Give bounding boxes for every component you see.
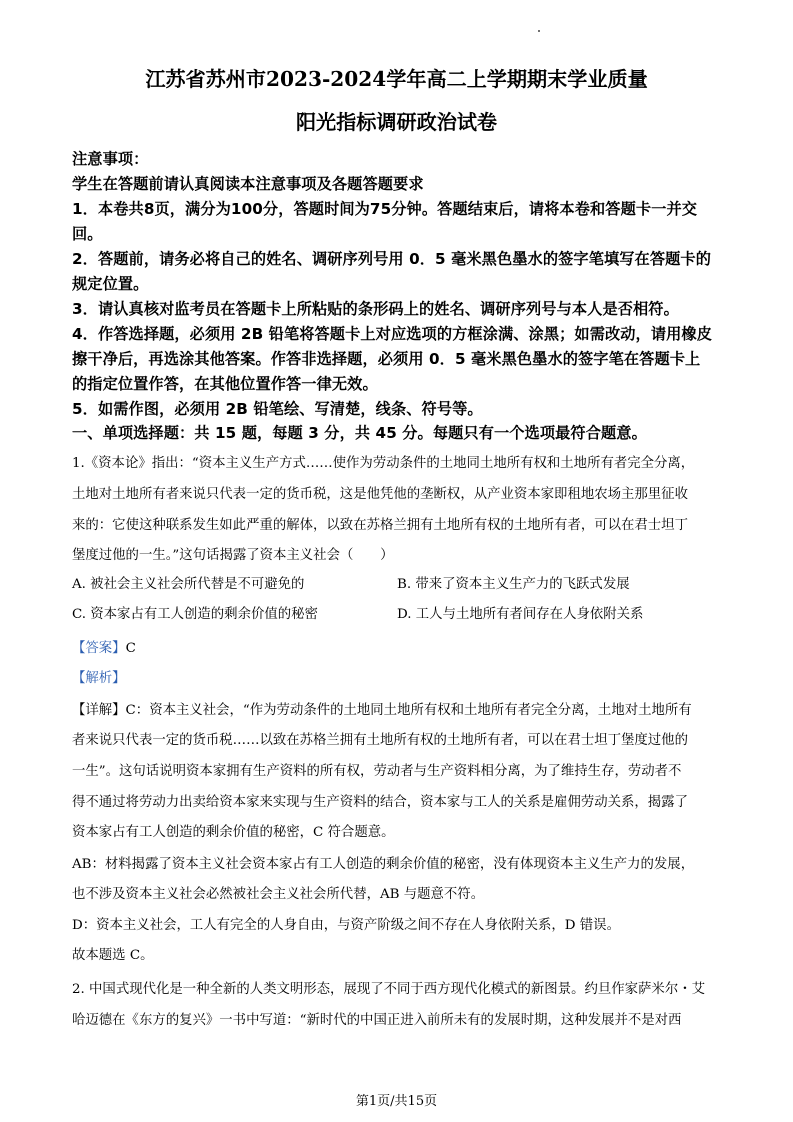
q1-option-b: B. 带来了资本主义生产力的飞跃式发展 (397, 577, 630, 592)
q1-option-a: A. 被社会主义社会所代替是不可避免的 (72, 577, 305, 592)
page-title-line1: 江苏省苏州市2023-2024学年高二上学期期末学业质量 (145, 67, 648, 91)
q1-answer (72, 637, 136, 656)
speck (538, 30, 540, 32)
notice-heading: 注意事项： (72, 150, 149, 168)
notice-line: 擦干净后，再选涂其他答案。作答非选择题，必须用 0．5 毫米黑色墨水的签字笔在答题卡上 (72, 350, 701, 368)
q1-option-d: D. 工人与土地所有者间存在人身依附关系 (397, 607, 644, 622)
page-title-line2: 阳光指标调研政治试卷 (295, 110, 498, 134)
q1-stem-line: 堡度过他的一生。”这句话揭露了资本主义社会（ ） (72, 548, 394, 563)
q1-stem-line: 来的：它使这种联系发生如此严重的解体，以致在苏格兰拥有土地所有权的土地所有者，可以在君士坦丁 (72, 518, 688, 533)
q1-detail-line: 资本家占有工人创造的剩余价值的秘密，C 符合题意。 (72, 825, 395, 840)
q1-detail-line: 【详解】C：资本主义社会，“作为劳动条件的土地同土地所有权和土地所有者完全分离，土地对土地所有 (72, 703, 692, 718)
q1-detail-line: 得不通过将劳动力出卖给资本家来实现与生产资料的结合，资本家与工人的关系是雇佣劳动关系，揭露了 (72, 795, 688, 810)
q1-detail-line: 故本题选 C。 (72, 948, 154, 963)
page-number: 第1页/共15页 (355, 1094, 438, 1109)
q1-analysis-label: 【解析】 (72, 671, 126, 686)
q1-stem-line: 土地对土地所有者来说只代表一定的货币税，这是他凭他的垄断权，从产业资本家即租地农场主那里征收 (72, 487, 688, 502)
notice-intro: 学生在答题前请认真阅读本注意事项及各题答题要求 (72, 175, 424, 193)
q1-detail-line: 一生”。这句话说明资本家拥有生产资料的所有权，劳动者与生产资料相分离，为了维持生存，劳动者不 (72, 764, 682, 779)
q1-detail-line: AB：材料揭露了资本主义社会资本家占有工人创造的剩余价值的秘密，没有体现资本主义生产力的发展， (72, 857, 695, 872)
q1-option-c: C. 资本家占有工人创造的剩余价值的秘密 (72, 607, 318, 622)
answer-value: C (125, 641, 136, 656)
section-heading: 一、单项选择题：共 15 题，每题 3 分，共 45 分。每题只有一个选项最符合题意。 (72, 424, 647, 442)
q1-stem-line: 1.《资本论》指出：“资本主义生产方式……使作为劳动条件的土地同土地所有权和土地所有者完全分离， (72, 456, 695, 471)
notice-line: 回。 (72, 225, 103, 243)
notice-line: 3．请认真核对监考员在答题卡上所粘贴的条形码上的姓名、调研序列号与本人是否相符。 (72, 300, 679, 318)
q1-detail-line: D：资本主义社会，工人有完全的人身自由，与资产阶级之间不存在人身依附关系，D 错误。 (72, 918, 620, 933)
notice-line: 5．如需作图，必须用 2B 铅笔绘、写清楚，线条、符号等。 (72, 400, 483, 418)
notice-line: 2．答题前，请务必将自己的姓名、调研序列号用 0．5 毫米黑色墨水的签字笔填写在答题卡的 (72, 250, 711, 268)
notice-line: 的指定位置作答，在其他位置作答一律无效。 (72, 375, 378, 393)
notice-line: 规定位置。 (72, 275, 149, 293)
answer-label: 【答案】 (72, 641, 126, 656)
q2-stem-line: 2. 中国式现代化是一种全新的人类文明形态，展现了不同于西方现代化模式的新图景。约旦作家萨米尔・艾 (72, 982, 705, 997)
q1-detail-line: 也不涉及资本主义社会必然被社会主义社会所代替，AB 与题意不符。 (72, 887, 485, 902)
notice-line: 4．作答选择题，必须用 2B 铅笔将答题卡上对应选项的方框涂满、涂黑；如需改动，请用橡皮 (72, 325, 712, 343)
q2-stem-line: 哈迈德在《东方的复兴》一书中写道：“新时代的中国正进入前所未有的发展时期，这种发展并不是对西 (72, 1013, 682, 1028)
q1-detail-line: 者来说只代表一定的货币税……以致在苏格兰拥有土地所有权的土地所有者，可以在君士坦丁堡度过他的 (72, 733, 688, 748)
notice-line: 1．本卷共8页，满分为100分，答题时间为75分钟。答题结束后，请将本卷和答题卡一并交 (72, 200, 698, 218)
